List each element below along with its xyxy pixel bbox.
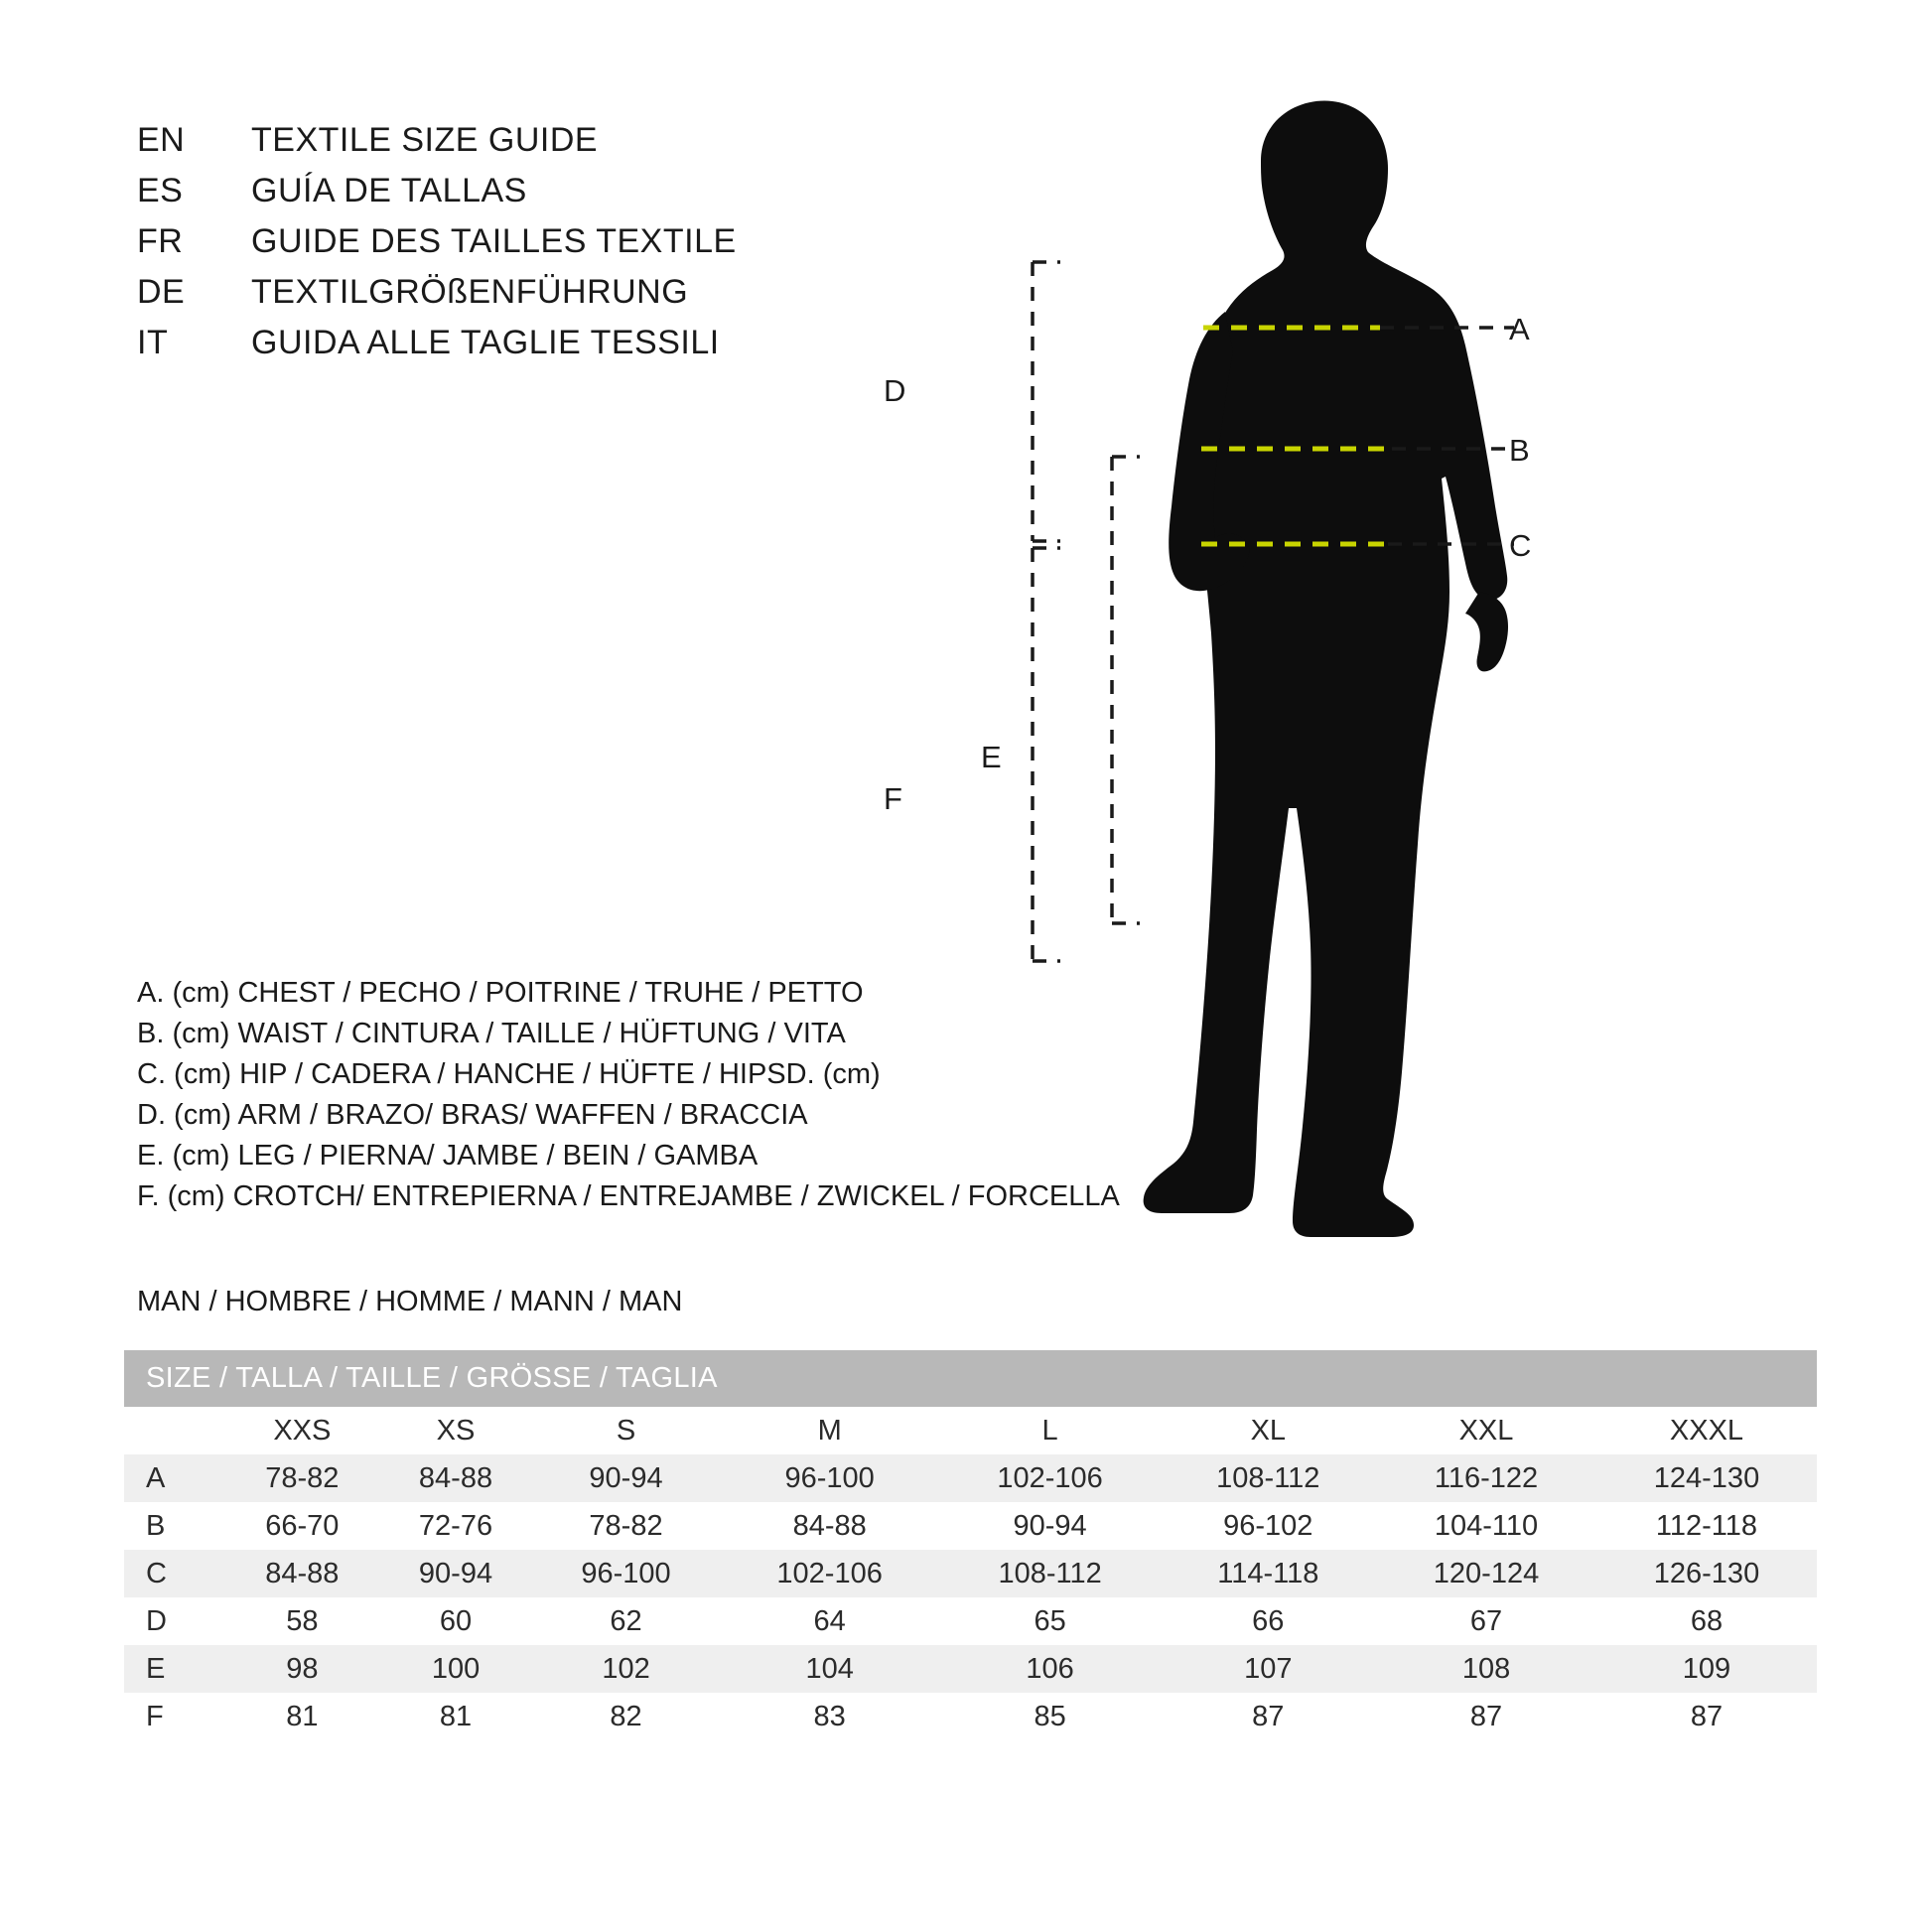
cell-b-xl: 96-102: [1223, 1509, 1313, 1542]
cell-a-xxs: 78-82: [265, 1461, 340, 1494]
cell-d-m: 64: [813, 1604, 846, 1637]
row-label-a: A: [146, 1461, 166, 1494]
cell-c-xxs: 84-88: [265, 1557, 340, 1589]
legend-item-b: B. (cm) WAIST / CINTURA / TAILLE / HÜFTUNG / VITA: [137, 1018, 846, 1049]
cell-c-xs: 90-94: [418, 1557, 493, 1589]
cell-c-xxl: 120-124: [1433, 1557, 1540, 1589]
row-label-f: F: [146, 1700, 164, 1732]
cell-b-xxl: 104-110: [1434, 1509, 1539, 1542]
size-table: [124, 1350, 1817, 1740]
legend-item-d: D. (cm) ARM / BRAZO/ BRAS/ WAFFEN / BRACCIA: [137, 1099, 808, 1131]
gender-label: MAN / HOMBRE / HOMME / MANN / MAN: [137, 1286, 683, 1317]
cell-a-xs: 84-88: [418, 1461, 493, 1494]
cell-b-xxs: 66-70: [265, 1509, 340, 1542]
table-row: [124, 1645, 1817, 1693]
cell-c-s: 96-100: [581, 1557, 671, 1589]
male-silhouette-icon: [1013, 89, 1886, 1320]
title-row: [137, 121, 737, 172]
cell-c-xxxl: 126-130: [1653, 1557, 1760, 1589]
marker-label-e: E: [981, 740, 1002, 774]
title-text-de: TEXTILGRÖßENFÜHRUNG: [251, 273, 689, 311]
cell-f-xl: 87: [1252, 1700, 1285, 1732]
title-text-it: GUIDA ALLE TAGLIE TESSILI: [251, 324, 720, 361]
row-label-c: C: [146, 1557, 167, 1589]
cell-f-xs: 81: [439, 1700, 473, 1732]
column-header-xs: XS: [436, 1414, 476, 1447]
marker-label-c: C: [1509, 528, 1532, 563]
title-row: [137, 222, 737, 273]
cell-b-xs: 72-76: [418, 1509, 493, 1542]
cell-c-l: 108-112: [998, 1557, 1102, 1589]
marker-label-f: F: [884, 781, 902, 816]
cell-d-xxs: 58: [286, 1604, 319, 1637]
row-label-b: B: [146, 1509, 166, 1542]
title-lang-es: ES: [137, 172, 184, 209]
title-lang-de: DE: [137, 273, 186, 311]
table-row: [124, 1693, 1817, 1740]
header-corner: [124, 1407, 225, 1454]
title-text-en: TEXTILE SIZE GUIDE: [251, 121, 599, 159]
cell-f-xxs: 81: [286, 1700, 319, 1732]
cell-e-l: 106: [1026, 1652, 1074, 1685]
marker-label-d: D: [884, 373, 906, 408]
cell-e-xxxl: 109: [1682, 1652, 1731, 1685]
table-row: [124, 1597, 1817, 1645]
cell-d-xxl: 67: [1469, 1604, 1503, 1637]
legend-item-e: E. (cm) LEG / PIERNA/ JAMBE / BEIN / GAMBA: [137, 1140, 759, 1172]
table-row: [124, 1454, 1817, 1502]
cell-d-s: 62: [610, 1604, 642, 1637]
cell-f-xxxl: 87: [1690, 1700, 1724, 1732]
measurement-legend: [137, 973, 1120, 1217]
cell-b-s: 78-82: [589, 1509, 663, 1542]
cell-f-s: 82: [610, 1700, 642, 1732]
column-header-s: S: [616, 1414, 636, 1447]
title-block: [137, 121, 737, 374]
bracket-d: [1033, 262, 1060, 541]
cell-b-m: 84-88: [792, 1509, 867, 1542]
bracket-f: [1033, 548, 1060, 961]
cell-f-xxl: 87: [1469, 1700, 1503, 1732]
cell-e-xxs: 98: [286, 1652, 319, 1685]
cell-e-s: 102: [602, 1652, 650, 1685]
cell-d-xxxl: 68: [1690, 1604, 1724, 1637]
cell-e-xxl: 108: [1461, 1652, 1511, 1685]
cell-a-s: 90-94: [589, 1461, 663, 1494]
cell-e-xs: 100: [431, 1652, 481, 1685]
column-header-xxl: XXL: [1458, 1414, 1514, 1447]
cell-d-l: 65: [1034, 1604, 1066, 1637]
row-label-e: E: [146, 1652, 166, 1685]
title-lang-it: IT: [137, 324, 169, 361]
legend-item-a: A. (cm) CHEST / PECHO / POITRINE / TRUHE / PETTO: [137, 977, 864, 1009]
legend-item-c: C. (cm) HIP / CADERA / HANCHE / HÜFTE / HIPSD. (cm): [137, 1058, 881, 1090]
cell-a-m: 96-100: [784, 1461, 875, 1494]
column-header-l: L: [1041, 1414, 1058, 1447]
cell-d-xs: 60: [439, 1604, 473, 1637]
cell-a-xl: 108-112: [1216, 1461, 1320, 1494]
title-lang-en: EN: [137, 121, 186, 159]
cell-f-l: 85: [1034, 1700, 1066, 1732]
table-header-row: [124, 1407, 1817, 1454]
cell-a-xxl: 116-122: [1434, 1461, 1539, 1494]
title-row: [137, 324, 737, 374]
column-header-xxs: XXS: [273, 1414, 332, 1447]
cell-d-xl: 66: [1252, 1604, 1285, 1637]
cell-c-xl: 114-118: [1217, 1557, 1319, 1589]
title-text-fr: GUIDE DES TAILLES TEXTILE: [251, 222, 737, 260]
cell-e-xl: 107: [1244, 1652, 1293, 1685]
title-text-es: GUÍA DE TALLAS: [251, 172, 527, 209]
size-table-caption: SIZE / TALLA / TAILLE / GRÖSSE / TAGLIA: [124, 1350, 1817, 1407]
row-label-d: D: [146, 1604, 167, 1637]
marker-label-b: B: [1509, 433, 1530, 468]
bracket-e: [1112, 457, 1140, 923]
legend-item-f: F. (cm) CROTCH/ ENTREPIERNA / ENTREJAMBE / ZWICKEL / FORCELLA: [137, 1180, 1120, 1212]
table-row: [124, 1502, 1817, 1550]
cell-b-xxxl: 112-118: [1655, 1509, 1758, 1542]
marker-label-a: A: [1509, 312, 1530, 346]
title-row: [137, 273, 737, 324]
cell-a-l: 102-106: [997, 1461, 1103, 1494]
column-header-xl: XL: [1250, 1414, 1287, 1447]
cell-e-m: 104: [805, 1652, 854, 1685]
cell-a-xxxl: 124-130: [1653, 1461, 1760, 1494]
cell-f-m: 83: [813, 1700, 846, 1732]
figure-diagram: [884, 89, 1886, 1320]
column-header-m: M: [817, 1414, 842, 1447]
cell-c-m: 102-106: [776, 1557, 883, 1589]
title-row: [137, 172, 737, 222]
cell-b-l: 90-94: [1013, 1509, 1087, 1542]
table-row: [124, 1550, 1817, 1597]
title-lang-fr: FR: [137, 222, 184, 260]
column-header-xxxl: XXXL: [1669, 1414, 1744, 1447]
